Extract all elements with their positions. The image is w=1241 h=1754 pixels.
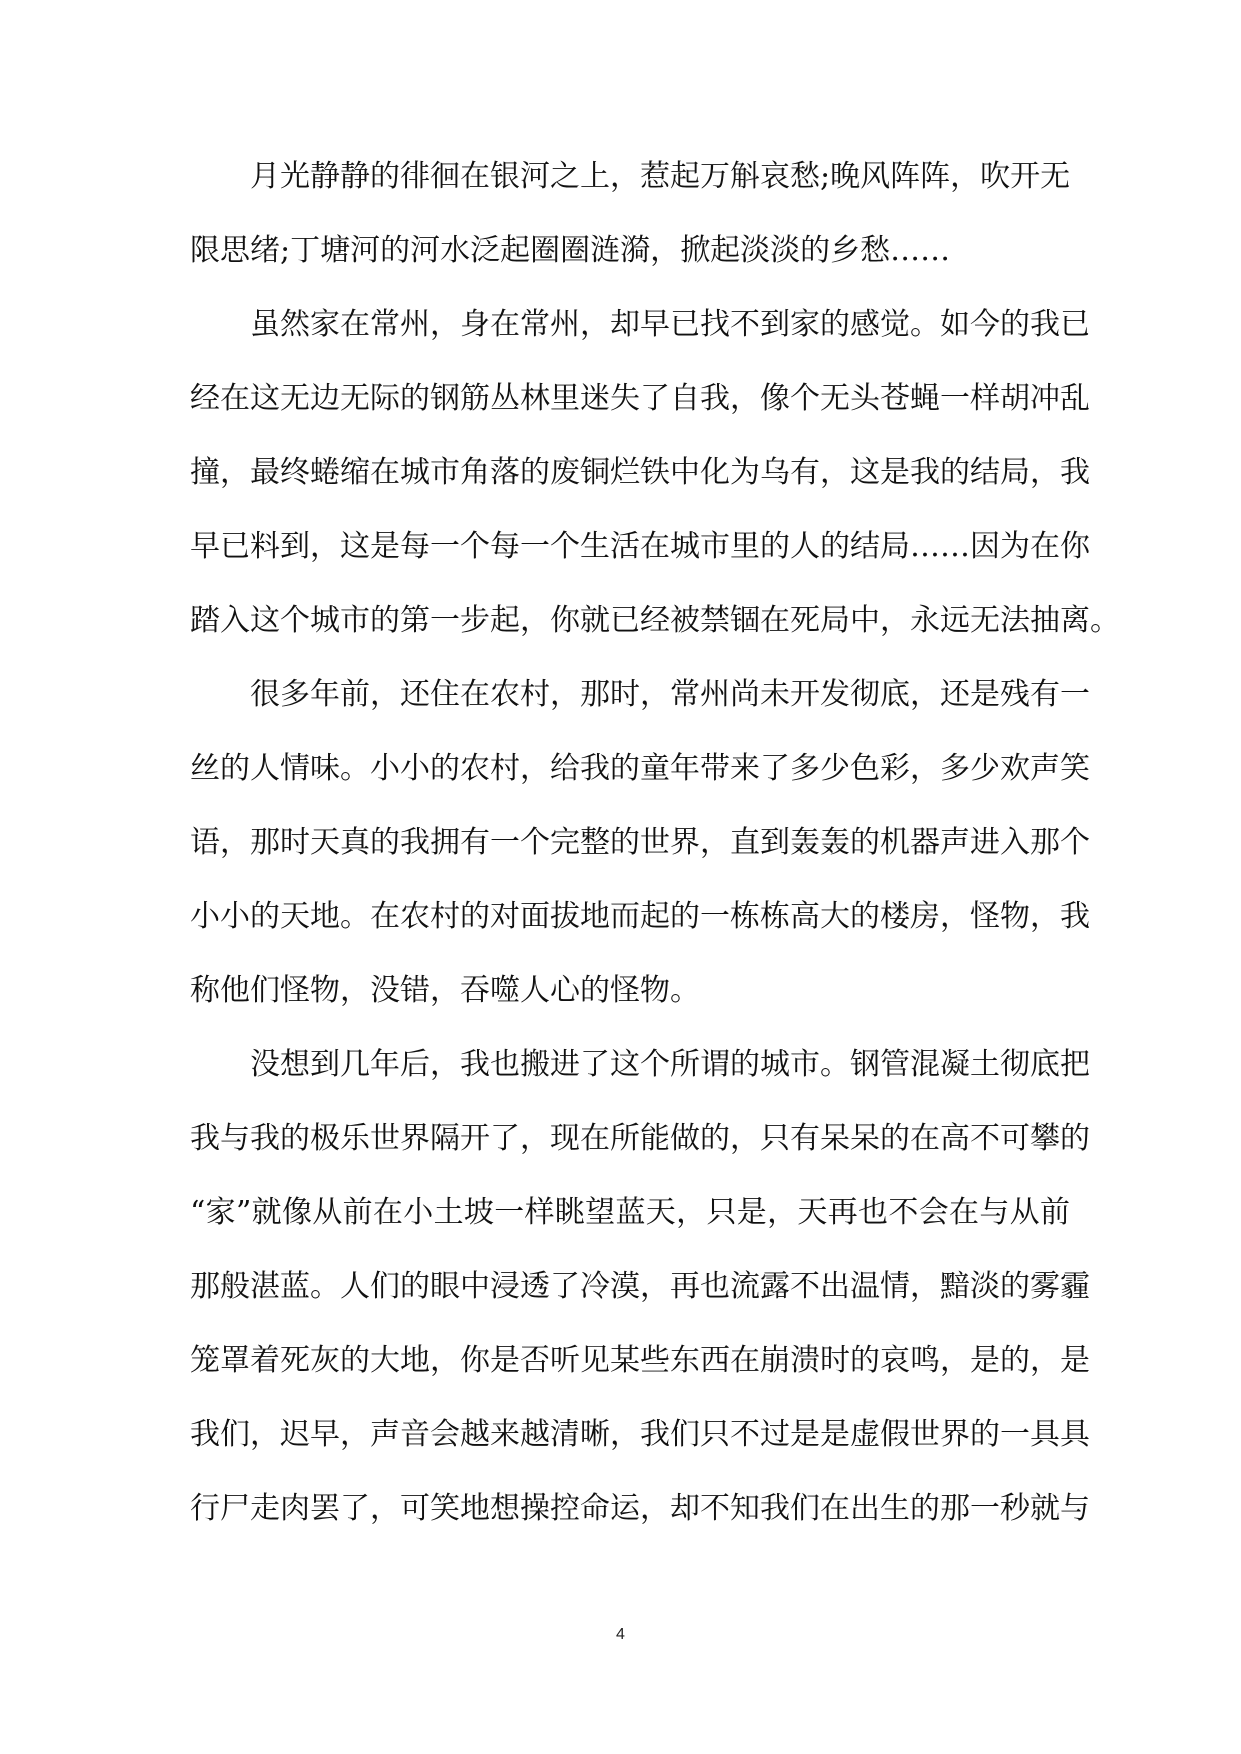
text-line: 撞，最终蜷缩在城市角落的废铜烂铁中化为乌有，这是我的结局，我 (190, 455, 1090, 490)
body-text (190, 140, 1120, 1546)
text-line: 我们，迟早，声音会越来越清晰，我们只不过是是虚假世界的一具具 (190, 1417, 1090, 1452)
text-line: 经在这无边无际的钢筋丛林里迷失了自我，像个无头苍蝇一样胡冲乱 (190, 381, 1090, 416)
text-line: 称他们怪物，没错，吞噬人心的怪物。 (190, 973, 700, 1008)
text-line: 语，那时天真的我拥有一个完整的世界，直到轰轰的机器声进入那个 (190, 825, 1090, 860)
text-line: 踏入这个城市的第一步起，你就已经被禁锢在死局中，永远无法抽离。 (190, 603, 1120, 638)
text-line: 早已料到，这是每一个每一个生活在城市里的人的结局……因为在你 (190, 529, 1090, 564)
text-line: 没想到几年后，我也搬进了这个所谓的城市。钢管混凝土彻底把 (250, 1047, 1090, 1082)
text-line: 我与我的极乐世界隔开了，现在所能做的，只有呆呆的在高不可攀的 (190, 1121, 1090, 1156)
text-line: 月光静静的徘徊在银河之上，惹起万斛哀愁;晚风阵阵，吹开无 (250, 159, 1071, 194)
text-line: 丝的人情味。小小的农村，给我的童年带来了多少色彩，多少欢声笑 (190, 751, 1090, 786)
text-line: 那般湛蓝。人们的眼中浸透了冷漠，再也流露不出温情，黯淡的雾霾 (190, 1269, 1090, 1304)
text-line: “家”就像从前在小土坡一样眺望蓝天，只是，天再也不会在与从前 (190, 1195, 1070, 1230)
text-line: 限思绪;丁塘河的河水泛起圈圈涟漪，掀起淡淡的乡愁…… (190, 233, 951, 268)
text-line: 笼罩着死灰的大地，你是否听见某些东西在崩溃时的哀鸣，是的，是 (190, 1343, 1090, 1378)
page-number: 4 (616, 1626, 625, 1643)
text-line: 小小的天地。在农村的对面拔地而起的一栋栋高大的楼房，怪物，我 (190, 899, 1090, 934)
text-line: 虽然家在常州，身在常州，却早已找不到家的感觉。如今的我已 (250, 307, 1090, 342)
text-line: 行尸走肉罢了，可笑地想操控命运，却不知我们在出生的那一秒就与 (190, 1491, 1090, 1526)
text-line: 很多年前，还住在农村，那时，常州尚未开发彻底，还是残有一 (250, 677, 1090, 712)
